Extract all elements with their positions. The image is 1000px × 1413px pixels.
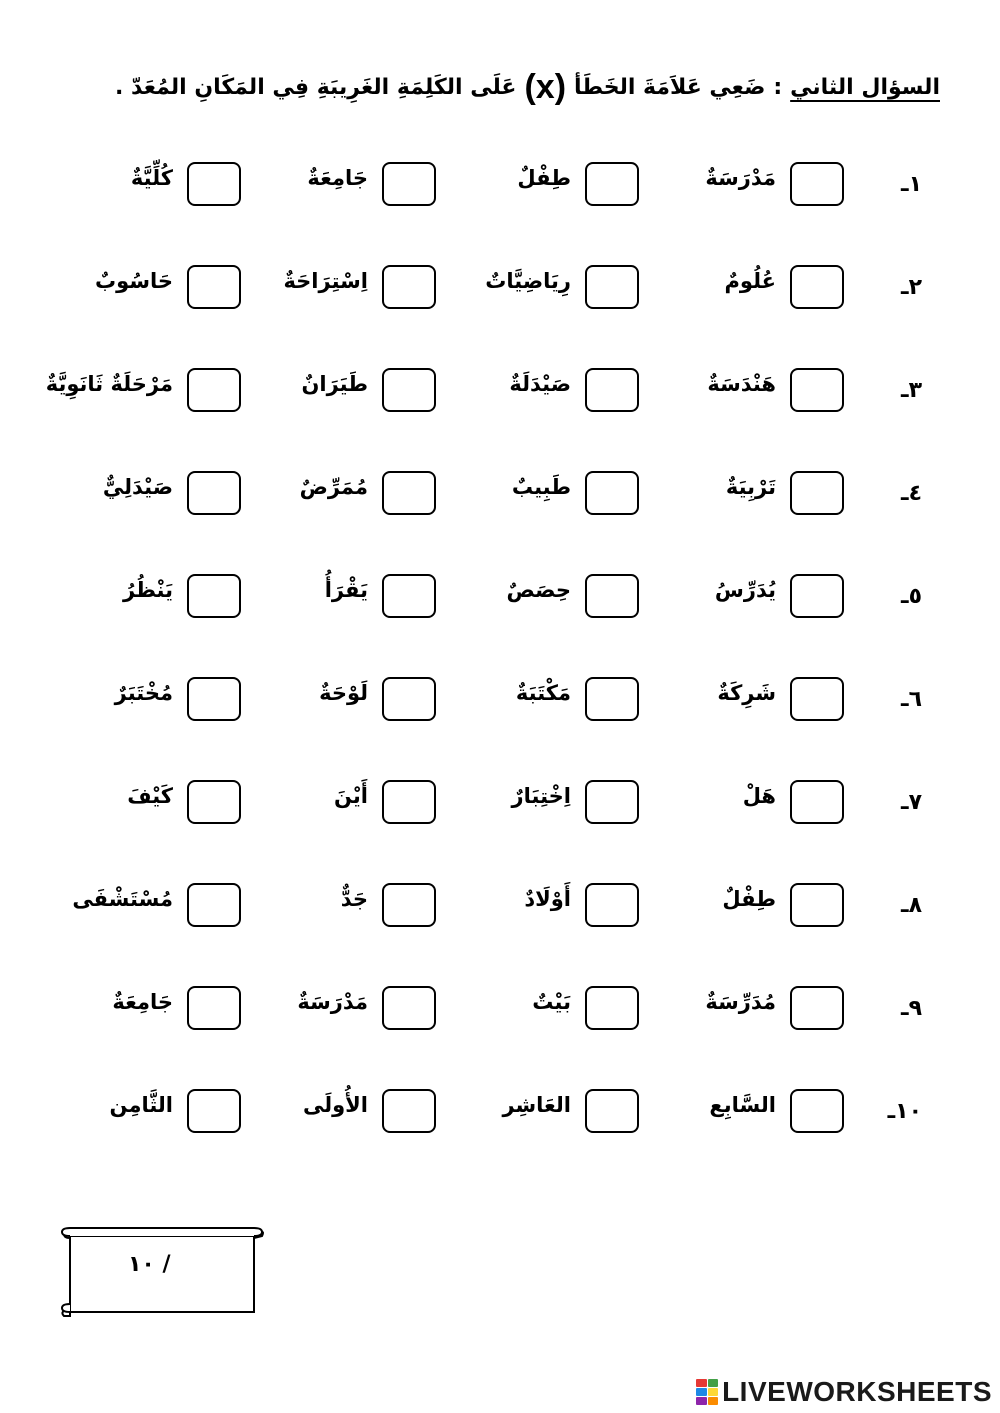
logo-square xyxy=(696,1379,707,1387)
row-number: ٧ـ xyxy=(901,790,922,815)
answer-checkbox[interactable] xyxy=(790,265,844,309)
brand-footer xyxy=(696,1376,992,1408)
score-text: / ١٠ xyxy=(128,1252,171,1277)
answer-checkbox[interactable] xyxy=(187,574,241,618)
word-option: صَيْدَلِيٌّ xyxy=(102,475,173,499)
answer-checkbox[interactable] xyxy=(187,368,241,412)
word-option: اِسْتِرَاحَةٌ xyxy=(283,269,368,293)
word-option: مَدْرَسَةٌ xyxy=(297,990,368,1014)
word-option: مُدَرِّسَةٌ xyxy=(705,990,776,1014)
question-row xyxy=(0,263,1000,315)
answer-checkbox[interactable] xyxy=(790,883,844,927)
answer-checkbox[interactable] xyxy=(585,162,639,206)
word-option: أَيْنَ xyxy=(334,784,368,808)
brand-logo-icon xyxy=(696,1379,718,1405)
word-option: حَاسُوبٌ xyxy=(95,269,173,293)
word-option: رِيَاضِيَّاتٌ xyxy=(485,269,571,293)
answer-checkbox[interactable] xyxy=(585,368,639,412)
word-option: هَنْدَسَةٌ xyxy=(707,372,776,396)
word-option: طَيَرَانٌ xyxy=(301,372,368,396)
word-option: كُلِّيَّةٌ xyxy=(130,166,173,190)
question-label: السؤال الثاني xyxy=(790,74,940,100)
word-option: أَوْلَادٌ xyxy=(524,887,571,911)
question-row xyxy=(0,366,1000,418)
question-row xyxy=(0,881,1000,933)
word-option: بَيْتٌ xyxy=(532,990,571,1014)
word-option: مَكْتَبَةٌ xyxy=(515,681,571,705)
answer-checkbox[interactable] xyxy=(382,265,436,309)
word-option: مَدْرَسَةٌ xyxy=(705,166,776,190)
question-row xyxy=(0,984,1000,1036)
instruction-start: ضَعِي عَلاَمَةَ الخَطَأ xyxy=(574,74,766,100)
word-option: صَيْدَلَةٌ xyxy=(509,372,571,396)
answer-checkbox[interactable] xyxy=(790,677,844,721)
answer-checkbox[interactable] xyxy=(790,471,844,515)
word-option: طِفْلٌ xyxy=(517,166,571,190)
question-row xyxy=(0,778,1000,830)
answer-checkbox[interactable] xyxy=(187,265,241,309)
word-option: مُخْتَبَرٌ xyxy=(114,681,173,705)
brand-name: LIVEWORKSHEETS xyxy=(722,1376,992,1407)
word-option: الثَّامِن xyxy=(109,1093,173,1117)
word-option: كَيْفَ xyxy=(127,784,173,808)
word-option: تَرْبِيَةٌ xyxy=(725,475,776,499)
answer-checkbox[interactable] xyxy=(790,1089,844,1133)
word-option: طَبِيبٌ xyxy=(511,475,571,499)
word-option: جَامِعَةٌ xyxy=(307,166,368,190)
row-number: ٤ـ xyxy=(901,481,922,506)
word-option: اِخْتِبَارٌ xyxy=(511,784,571,808)
word-option: هَلْ xyxy=(742,784,776,808)
answer-checkbox[interactable] xyxy=(187,1089,241,1133)
answer-checkbox[interactable] xyxy=(382,677,436,721)
instruction-end: عَلَى الكَلِمَةِ الغَرِيبَةِ فِي المَكَانِ المُعَدّ . xyxy=(115,74,517,100)
answer-checkbox[interactable] xyxy=(790,368,844,412)
answer-checkbox[interactable] xyxy=(187,986,241,1030)
answer-checkbox[interactable] xyxy=(585,883,639,927)
answer-checkbox[interactable] xyxy=(382,1089,436,1133)
answer-checkbox[interactable] xyxy=(790,162,844,206)
answer-checkbox[interactable] xyxy=(382,780,436,824)
answer-checkbox[interactable] xyxy=(585,986,639,1030)
logo-square xyxy=(708,1388,719,1396)
word-option: العَاشِر xyxy=(502,1093,571,1117)
row-number: ٥ـ xyxy=(901,584,922,609)
word-option: عُلُومٌ xyxy=(724,269,776,293)
row-number: ٦ـ xyxy=(901,687,922,712)
answer-checkbox[interactable] xyxy=(790,986,844,1030)
answer-checkbox[interactable] xyxy=(382,883,436,927)
logo-square xyxy=(708,1397,719,1405)
logo-square xyxy=(696,1388,707,1396)
word-option: يَنْظُرُ xyxy=(123,578,173,602)
word-option: جَامِعَةٌ xyxy=(112,990,173,1014)
answer-checkbox[interactable] xyxy=(585,780,639,824)
word-option: حِصَصٌ xyxy=(506,578,571,602)
answer-checkbox[interactable] xyxy=(790,574,844,618)
answer-checkbox[interactable] xyxy=(585,471,639,515)
question-row xyxy=(0,160,1000,212)
answer-checkbox[interactable] xyxy=(382,368,436,412)
question-row xyxy=(0,1087,1000,1139)
answer-checkbox[interactable] xyxy=(382,471,436,515)
answer-checkbox[interactable] xyxy=(585,574,639,618)
score-scroll xyxy=(58,1224,264,1318)
question-title xyxy=(115,70,940,104)
row-number: ١٠ـ xyxy=(887,1099,922,1124)
question-row xyxy=(0,675,1000,727)
word-option: الأُولَى xyxy=(302,1093,368,1117)
answer-checkbox[interactable] xyxy=(585,677,639,721)
row-number: ١ـ xyxy=(901,172,922,197)
question-row xyxy=(0,572,1000,624)
answer-checkbox[interactable] xyxy=(187,780,241,824)
logo-square xyxy=(708,1379,719,1387)
row-number: ٨ـ xyxy=(901,893,922,918)
word-option: السَّابِع xyxy=(709,1093,776,1117)
answer-checkbox[interactable] xyxy=(382,162,436,206)
answer-checkbox[interactable] xyxy=(187,677,241,721)
row-number: ٢ـ xyxy=(901,275,922,300)
word-option: يَقْرَأُ xyxy=(324,578,368,602)
answer-checkbox[interactable] xyxy=(382,574,436,618)
word-option: مُسْتَشْفَى xyxy=(72,887,173,911)
word-option: مُمَرِّضٌ xyxy=(299,475,368,499)
row-number: ٩ـ xyxy=(901,996,922,1021)
answer-checkbox[interactable] xyxy=(585,1089,639,1133)
answer-checkbox[interactable] xyxy=(585,265,639,309)
word-option: مَرْحَلَةٌ ثَانَوِيَّةٌ xyxy=(45,372,173,396)
answer-checkbox[interactable] xyxy=(790,780,844,824)
answer-checkbox[interactable] xyxy=(187,883,241,927)
word-option: طِفْلٌ xyxy=(722,887,776,911)
word-option: جَدٌّ xyxy=(340,887,368,911)
x-mark-symbol: (x) xyxy=(524,68,567,106)
word-option: يُدَرِّسُ xyxy=(714,578,776,602)
row-number: ٣ـ xyxy=(901,378,922,403)
word-option: شَرِكَةٌ xyxy=(717,681,776,705)
answer-checkbox[interactable] xyxy=(187,162,241,206)
title-colon: : xyxy=(773,74,783,100)
answer-checkbox[interactable] xyxy=(382,986,436,1030)
logo-square xyxy=(696,1397,707,1405)
word-option: لَوْحَةٌ xyxy=(319,681,368,705)
question-row xyxy=(0,469,1000,521)
answer-checkbox[interactable] xyxy=(187,471,241,515)
